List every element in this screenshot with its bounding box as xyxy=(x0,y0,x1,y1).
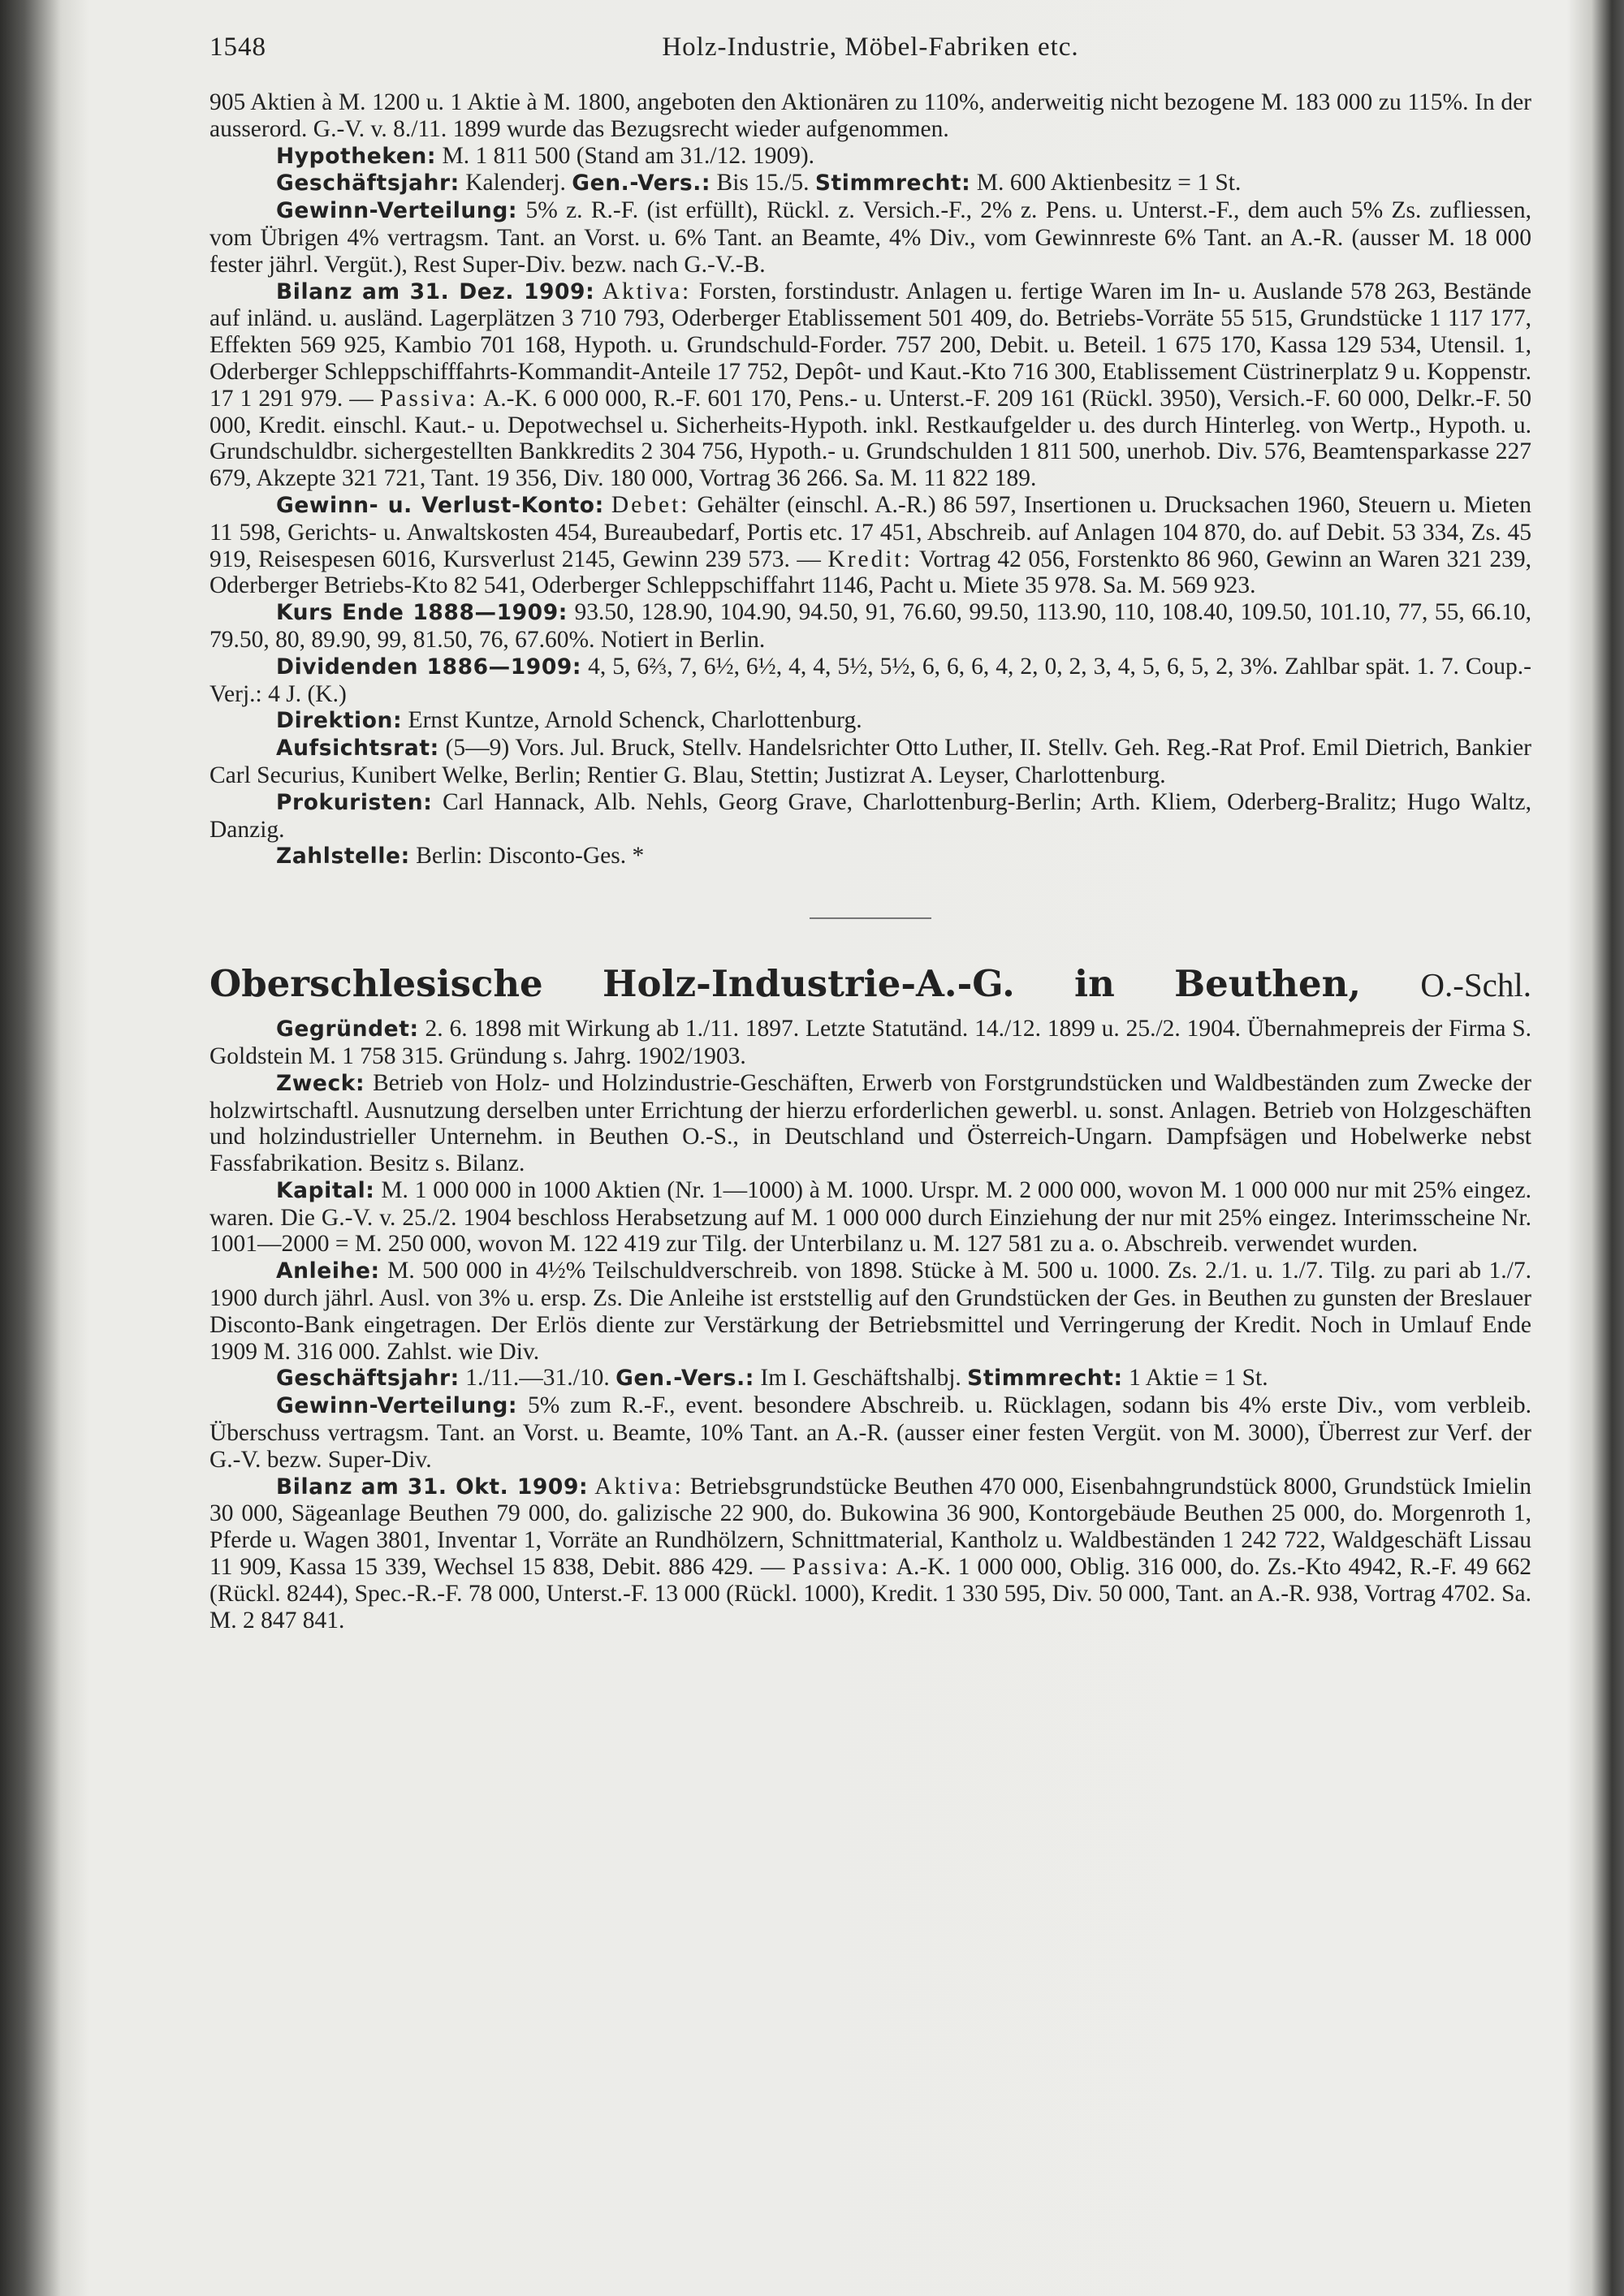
company-title-suffix: O.-Schl. xyxy=(1420,966,1531,1004)
c1-prokuristen-label: Prokuristen: xyxy=(276,789,433,815)
c1-passiva-text: A.-K. 6 000 000, R.-F. 601 170, Pens.- u. Unterst.-F. 209 161 (Rückl. 3950), Versich.-F. 60 000, Delkr.-F. 50 000, Kredit. einschl. Kaut.- u. Depotwechsel u. Sicherheits-Hypoth. inkl. Restkaufgelder u. des durch Hinterleg. von Wertp., Hypoth. u. Grundschuldbr. sichergestellten Bankkredits 2 304 756, Hypoth.- u. Grundschulden 1 811 500, unerhob. Div. 576, Beamtensparkasse 227 679, Akzepte 321 721, Tant. 19 356, Div. 180 000, Vortrag 36 266. Sa. M. 11 822 189. xyxy=(209,385,1531,492)
c1-guv-label: Gewinn- u. Verlust-Konto: xyxy=(276,492,604,518)
c1-intro: 905 Aktien à M. 1200 u. 1 Aktie à M. 1800, angeboten den Aktionären zu 110%, anderweitig nicht bezogene M. 183 000 zu 115%. In der ausserord. G.-V. v. 8./11. 1899 wurde das Bezugsrecht wieder aufgenommen. xyxy=(209,89,1531,142)
c1-dividenden-label: Dividenden 1886—1909: xyxy=(276,654,582,680)
c2-zweck-label: Zweck: xyxy=(276,1070,365,1096)
text-column xyxy=(209,32,1531,1634)
c2-anleihe-label: Anleihe: xyxy=(276,1258,380,1284)
c1-prokuristen xyxy=(209,789,1531,844)
c1-guv xyxy=(209,492,1531,599)
c1-stimmrecht-label: Stimmrecht: xyxy=(814,170,971,196)
c1-geschaeftsjahr-text: Kalenderj. xyxy=(465,170,566,196)
company-title xyxy=(209,961,1531,1008)
c1-gewinnverteilung xyxy=(209,197,1531,278)
c1-genvers-label: Gen.-Vers.: xyxy=(572,170,711,196)
c2-passiva-text: A.-K. 1 000 000, Oblig. 316 000, do. Zs.-Kto 4942, R.-F. 49 662 (Rückl. 8244), Spec.-R.-F. 78 000, Unterst.-F. 13 000 (Rückl. 1000), Kredit. 1 330 595, Div. 50 000, Tant. an A.-R. 938, Vortrag 4702. Sa. M. 2 847 841. xyxy=(209,1554,1532,1634)
c1-geschaeftsjahr-line xyxy=(209,170,1531,197)
c1-passiva-label: Passiva: xyxy=(379,385,478,412)
c1-gewinnverteilung-label: Gewinn-Verteilung: xyxy=(276,198,518,224)
c2-bilanz-label: Bilanz am 31. Okt. 1909: xyxy=(276,1474,589,1500)
c1-direktion-label: Direktion: xyxy=(276,708,403,734)
c1-zahlstelle-text: Berlin: Disconto-Ges. * xyxy=(416,843,645,870)
c2-zweck xyxy=(209,1070,1531,1177)
c1-prokuristen-text: Carl Hannack, Alb. Nehls, Georg Grave, Charlottenburg-Berlin; Arth. Kliem, Oderberg-Bralitz; Hugo Waltz, Danzig. xyxy=(209,788,1532,843)
c2-gegruendet xyxy=(209,1016,1531,1070)
c1-debet-text: Gehälter (einschl. A.-R.) 86 597, Insertionen u. Drucksachen 1960, Steuern u. Mieten 11 598, Gerichts- u. Anwaltskosten 454, Bureaubedarf, Portis etc. 17 451, Abschreib. auf Anlagen 104 870, do. auf Debit. 53 334, Zs. 45 919, Reisespesen 6016, Kursverlust 2145, Gewinn 239 573. — xyxy=(209,491,1531,572)
c1-aufsichtsrat-text: (5—9) Vors. Jul. Bruck, Stellv. Handelsrichter Otto Luther, II. Stellv. Geh. Reg.-Rat Prof. Emil Dietrich, Bankier Carl Securius, Kunibert Welke, Berlin; Rentier G. Blau, Stettin; Justizrat A. Leyser, Charlottenburg. xyxy=(209,735,1531,788)
c1-hypotheken-text: M. 1 811 500 (Stand am 31./12. 1909). xyxy=(442,142,815,169)
c2-kapital-label: Kapital: xyxy=(276,1177,375,1203)
c1-genvers-text: Bis 15./5. xyxy=(716,170,810,196)
c2-gegruendet-label: Gegründet: xyxy=(276,1016,419,1042)
c2-bilanz xyxy=(209,1474,1531,1634)
c1-aktiva-text: Forsten, forstindustr. Anlagen u. fertige Waren im In- u. Auslande 578 263, Bestände auf inländ. u. ausländ. Lagerplätzen 3 710 793, Oderberger Etablissement 501 409, do. Betriebs-Vorräte 55 515, Grundstücke 1 117 177, Effekten 569 925, Kambio 701 168, Hypoth. u. Grundschuld-Forder. 757 200, Debit. u. Beteil. 1 675 170, Kassa 129 534, Utensil. 1, Oderberger Schleppschifffahrts-Kommandit-Anteile 17 752, Depôt- und Kaut.-Kto 716 300, Etablissement Cüstrinerplatz 9 u. Koppenstr. 17 1 291 979. — xyxy=(209,278,1532,412)
company-title-main: Oberschlesische Holz-Industrie-A.-G. in Beuthen, xyxy=(209,962,1362,1006)
c1-gewinnverteilung-text: 5% z. R.-F. (ist erfüllt), Rückl. z. Versich.-F., 2% z. Pens. u. Unterst.-F., dem auch 5% Zs. zufliessen, vom Übrigen 4% vertragsm. Tant. an Vorst. u. 6% Tant. an Beamte, 4% Div., vom Gewinnreste 6% Tant. an A.-R. (ausser M. 18 000 fester jährl. Vergüt.), Rest Super-Div. bezw. nach G.-V.-B. xyxy=(209,197,1532,278)
c1-aufsichtsrat xyxy=(209,735,1531,789)
c2-zweck-text: Betrieb von Holz- und Holzindustrie-Geschäften, Erwerb von Forstgrundstücken und Waldbeständen zum Zwecke der holzwirtschaftl. Ausnutzung derselben unter Errichtung der hierzu erforderlichen gewerbl. u. sonst. Anlagen. Betrieb von Holzgeschäften und holzindustrieller Unternehm. in Beuthen O.-S., in Deutschland und Österreich-Ungarn. Dampfsägen und Hobelwerke nebst Fassfabrikation. Besitz s. Bilanz. xyxy=(209,1069,1531,1177)
c1-bilanz xyxy=(209,278,1531,492)
c1-kurs xyxy=(209,599,1531,654)
c2-geschaeftsjahr-text: 1./11.—31./10. xyxy=(465,1365,610,1392)
c1-dividenden-text: 4, 5, 6⅔, 7, 6½, 6½, 4, 4, 5½, 5½, 6, 6, 6, 4, 2, 0, 2, 3, 4, 5, 6, 5, 2, 3%. Zahlbar spät. 1. 7. Coup.-Verj.: 4 J. (K.) xyxy=(209,653,1531,707)
c1-bilanz-label: Bilanz am 31. Dez. 1909: xyxy=(276,278,595,304)
running-title: Holz-Industrie, Möbel-Fabriken etc. xyxy=(662,32,1079,62)
c2-stimmrecht-label: Stimmrecht: xyxy=(967,1366,1123,1392)
c2-geschaeftsjahr-line xyxy=(209,1365,1531,1392)
c1-direktion-text: Ernst Kuntze, Arnold Schenck, Charlottenburg. xyxy=(408,707,862,734)
c1-kurs-text: 93.50, 128.90, 104.90, 94.50, 91, 76.60, 99.50, 113.90, 110, 108.40, 109.50, 101.10, 77, 55, 66.10, 79.50, 80, 89.90, 99, 81.50, 76, 67.60%. Notiert in Berlin. xyxy=(209,599,1532,653)
c1-stimmrecht-text: M. 600 Aktienbesitz = 1 St. xyxy=(976,170,1242,196)
c2-anleihe-text: M. 500 000 in 4½% Teilschuldverschreib. von 1898. Stücke à M. 500 u. 1000. Zs. 2./1. u. 1./7. Tilg. zu pari ab 1./7. 1900 durch jährl. Ausl. von 3% u. ersp. Zs. Die Anleihe ist erststellig auf den Grundstücken der Ges. in Beuthen zu gunsten der Breslauer Disconto-Bank eingetragen. Der Erlös diente zur Verstärkung der Betriebsmittel und Verringerung der Kredit. Noch in Umlauf Ende 1909 M. 316 000. Zahlst. wie Div. xyxy=(209,1258,1531,1365)
c2-aktiva-label: Aktiva: xyxy=(594,1473,684,1500)
c2-anleihe xyxy=(209,1258,1531,1365)
c2-genvers-text: Im I. Geschäftshalbj. xyxy=(760,1365,961,1392)
c2-gewinnverteilung-text: 5% zum R.-F., event. besondere Abschreib. u. Rücklagen, sodann bis 4% erste Div., vom verbleib. Überschuss vertragsm. Tant. an Vorst. u. Beamte, 10% Tant. an A.-R. (ausser einer festen Vergüt. von M. 3000), Überrest zur Verf. der G.-V. bezw. Super-Div. xyxy=(209,1392,1531,1473)
section-divider xyxy=(810,917,931,919)
c1-geschaeftsjahr-label: Geschäftsjahr: xyxy=(276,170,460,196)
c1-hypotheken xyxy=(209,143,1531,170)
c2-kapital xyxy=(209,1177,1531,1258)
c1-hypotheken-label: Hypotheken: xyxy=(276,143,437,169)
c1-aktiva-label: Aktiva: xyxy=(602,278,692,304)
c1-direktion xyxy=(209,707,1531,735)
c2-stimmrecht-text: 1 Aktie = 1 St. xyxy=(1129,1365,1268,1392)
c1-kredit-text: Vortrag 42 056, Forstenkto 86 960, Gewinn an Waren 321 239, Oderberger Betriebs-Kto 82 541, Oderberger Schleppschiffahrt 1146, Pacht u. Miete 35 978. Sa. M. 569 923. xyxy=(209,546,1532,599)
page-number: 1548 xyxy=(209,32,266,62)
c2-gewinnverteilung xyxy=(209,1392,1531,1473)
c1-debet-label: Debet: xyxy=(611,491,690,518)
c1-dividenden xyxy=(209,654,1531,708)
c2-kapital-text: M. 1 000 000 in 1000 Aktien (Nr. 1—1000) à M. 1000. Urspr. M. 2 000 000, wovon M. 1 000 000 nur mit 25% eingez. waren. Die G.-V. v. 25./2. 1904 beschloss Herabsetzung auf M. 1 000 000 durch Einziehung der nur mit 25% eingez. Interimsscheine Nr. 1001—2000 = M. 250 000, wovon M. 122 419 zur Tilg. der Unterbilanz u. M. 127 581 zu a. o. Abschreib. verwendet wurden. xyxy=(209,1176,1532,1258)
c2-genvers-label: Gen.-Vers.: xyxy=(615,1366,755,1392)
c1-aufsichtsrat-label: Aufsichtsrat: xyxy=(276,736,439,762)
c2-passiva-label: Passiva: xyxy=(792,1554,891,1581)
c1-kurs-label: Kurs Ende 1888—1909: xyxy=(276,600,568,626)
c2-gegruendet-text: 2. 6. 1898 mit Wirkung ab 1./11. 1897. Letzte Statutänd. 14./12. 1899 u. 25./2. 1904. Übernahmepreis der Firma S. Goldstein M. 1 758 315. Gründung s. Jahrg. 1902/1903. xyxy=(209,1016,1532,1069)
c1-zahlstelle-label: Zahlstelle: xyxy=(276,844,410,870)
page-header xyxy=(209,32,1531,89)
c2-gewinnverteilung-label: Gewinn-Verteilung: xyxy=(276,1393,518,1419)
c1-kredit-label: Kredit: xyxy=(827,546,913,572)
c2-geschaeftsjahr-label: Geschäftsjahr: xyxy=(276,1366,460,1392)
c2-aktiva-text: Betriebsgrundstücke Beuthen 470 000, Eisenbahngrundstück 8000, Grundstück Imielin 30 000, Sägeanlage Beuthen 79 000, do. galizische 22 900, do. Bukowina 36 900, Kontorgebäude Beuthen 25 000, do. Morgenroth 1, Pferde u. Wagen 3801, Inventar 1, Vorräte an Rundhölzern, Schnittmaterial, Kantholz u. Waldbeständen 1 242 722, Waldgeschäft Lissau 11 909, Kassa 15 339, Wechsel 15 838, Debit. 886 429. — xyxy=(209,1473,1531,1581)
c1-zahlstelle xyxy=(209,843,1531,870)
